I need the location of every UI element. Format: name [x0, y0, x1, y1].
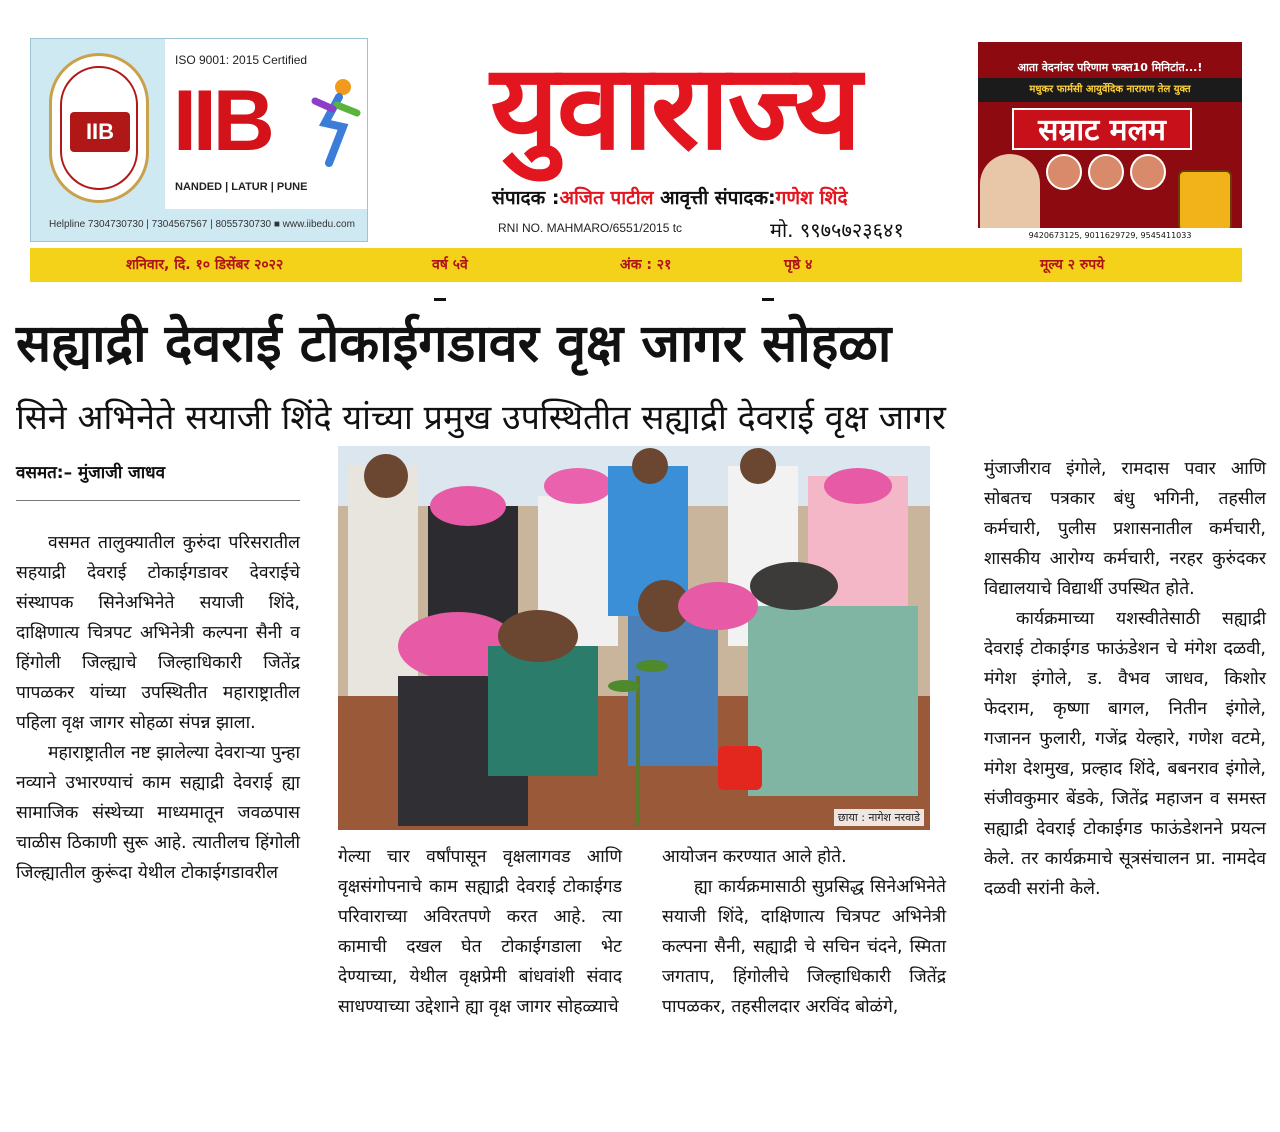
iib-helpline: Helpline 7304730730 | 7304567567 | 8055730730 ■ www.iibedu.com: [31, 209, 367, 241]
article-byline: वसमत:– मुंजाजी जाधव: [16, 463, 166, 483]
paragraph: गेल्या चार वर्षांपासून वृक्षलागवड आणि वृक्षसंगोपनाचे काम सह्याद्री देवराई टोकाईगड परिवाराच्या अविरतपणे करत आहे. त्या कामाची दखल घेत टोकाईगडाला भेट देण्याच्या, येथील वृक्षप्रेमी बांधवांशी संवाद साधण्याच्या उद्देशाने ह्या वृक्ष जागर सोहळ्याचे: [338, 847, 622, 1017]
article-column-3: [662, 842, 946, 1022]
brand-seal-logo: IIB: [49, 53, 149, 203]
editor-label: संपादक :: [492, 187, 560, 209]
edition-editor-label: आवृत्ती संपादक:: [660, 187, 776, 209]
article-headline: सह्याद्री देवराई टोकाईगडावर वृक्ष जागर सोहळा: [16, 314, 892, 374]
paragraph: मुंजाजीराव इंगोले, रामदास पवार आणि सोबतच पत्रकार बंधु भगिनी, तहसील कर्मचारी, पुलीस प्रशासनातील कर्मचारी, शासकीय आरोग्य कर्मचारी, नरहर कुरुंदकर विद्यालयाचे विद्यार्थी उपस्थित होते.: [984, 459, 1266, 599]
divider-tick: [434, 298, 446, 301]
ad-subline: मधुकर फार्मसी आयुर्वेदिक नारायण तेल युक्त: [978, 78, 1242, 102]
edition-editor-name: गणेश शिंदे: [775, 187, 848, 209]
issue-number: अंक : २१: [620, 257, 672, 273]
newspaper-name: युवाराज्य: [490, 38, 860, 176]
iso-certification: ISO 9001: 2015 Certified: [175, 53, 308, 67]
rni-number: RNI NO. MAHMARO/6551/2015 tc: [498, 221, 683, 235]
newspaper-logo: [380, 28, 970, 198]
masthead: [0, 0, 1280, 290]
paragraph: कार्यक्रमाच्या यशस्वीतेसाठी सह्याद्री देवराई टोकाईगड फाऊंडेशन चे मंगेश दळवी, मंगेश इंगोले, ड. वैभव जाधव, किशोर फेदराम, कृष्णा बागल, नितीन इंगोले, गजानन फुलारी, गजेंद्र येल्हारे, गणेश वटमे, मंगेश देशमुख, प्रल्हाद शिंदे, बबनराव इंगोले, संजीवकुमार बेंडके, जितेंद्र महाजन व समस्त सह्याद्री देवराई टोकाईगड फाऊंडेशनने प्रयत्न केले. तर कार्यक्रमाचे सूत्रसंचालन प्रा. नामदेव दळवी सरांनी केले.: [984, 609, 1266, 899]
photo-credit: छाया : नागेश नरवाडे: [834, 809, 924, 826]
paragraph: आयोजन करण्यात आले होते.: [662, 847, 847, 867]
article-column-4: [984, 454, 1266, 904]
advertisement-iib[interactable]: [30, 38, 368, 242]
editor-name: अजित पाटील: [559, 187, 654, 209]
issue-date: शनिवार, दि. १० डिसेंबर २०२२: [126, 257, 284, 273]
article-column-1: [16, 528, 300, 888]
running-figure-icon: [309, 77, 361, 167]
iib-panel: [165, 39, 368, 209]
price: मूल्य २ रुपये: [1040, 257, 1105, 273]
tree-plantation-photo: [338, 446, 930, 830]
editors-line: [492, 184, 848, 210]
byline-divider: [16, 500, 300, 501]
ad-product-name: सम्राट मलम: [1012, 108, 1192, 150]
page-count: पृष्ठे ४: [784, 257, 813, 273]
article-photo[interactable]: [338, 446, 930, 830]
iib-logo: IIB: [173, 73, 271, 169]
divider-tick: [762, 298, 774, 301]
issue-year: वर्ष ५वे: [432, 257, 468, 273]
iib-cities: NANDED | LATUR | PUNE: [175, 181, 308, 193]
advertisement-samrat-malam[interactable]: [978, 42, 1242, 244]
ad-tagline: आता वेदनांवर परिणाम फक्त10 मिनिटांत...!: [1017, 61, 1203, 74]
mobile-number: मो. ९९७५७२३६४१: [770, 218, 904, 242]
issue-info-bar: [30, 248, 1242, 282]
paragraph: ह्या कार्यक्रमासाठी सुप्रसिद्ध सिनेअभिनेते सयाजी शिंदे, दाक्षिणात्य चित्रपट अभिनेत्री कल्पना सैनी, सह्याद्री चे सचिन चंदने, स्मिता जगताप, हिंगोलीचे जिल्हाधिकारी जितेंद्र पापळकर, तहसीलदार अरविंद बोळंगे,: [662, 877, 946, 1017]
article-subheadline: सिने अभिनेते सयाजी शिंदे यांच्या प्रमुख उपस्थितीत सह्याद्री देवराई वृक्ष जागर: [16, 398, 946, 438]
article-column-2: [338, 842, 622, 1022]
paragraph: वसमत तालुक्यातील कुरुंदा परिसरातील सहयाद्री देवराई टोकाईगडावर देवराईचे संस्थापक सिनेअभिनेते सयाजी शिंदे, दाक्षिणात्य चित्रपट अभिनेत्री कल्पना सैनी व हिंगोली जिल्ह्याचे जिल्हाधिकारी जितेंद्र पापळकर यांच्या उपस्थितीत महाराष्ट्रातील पहिला वृक्ष जागर सोहळा संपन्न झाला.: [16, 533, 300, 733]
paragraph: महाराष्ट्रातील नष्ट झालेल्या देवराऱ्या पुन्हा नव्याने उभारण्याचं काम सह्याद्री देवराई ह्या सामाजिक संस्थेच्या माध्यमातून जवळपास चाळीस ठिकाणी सुरू आहे. त्यातीलच हिंगोली जिल्ह्यातील कुरूंदा येथील टोकाईगडावरील: [16, 743, 300, 883]
product-jar-icon: [1178, 170, 1232, 232]
ad-contact: 9420673125, 9011629729, 9545411033: [978, 228, 1242, 244]
